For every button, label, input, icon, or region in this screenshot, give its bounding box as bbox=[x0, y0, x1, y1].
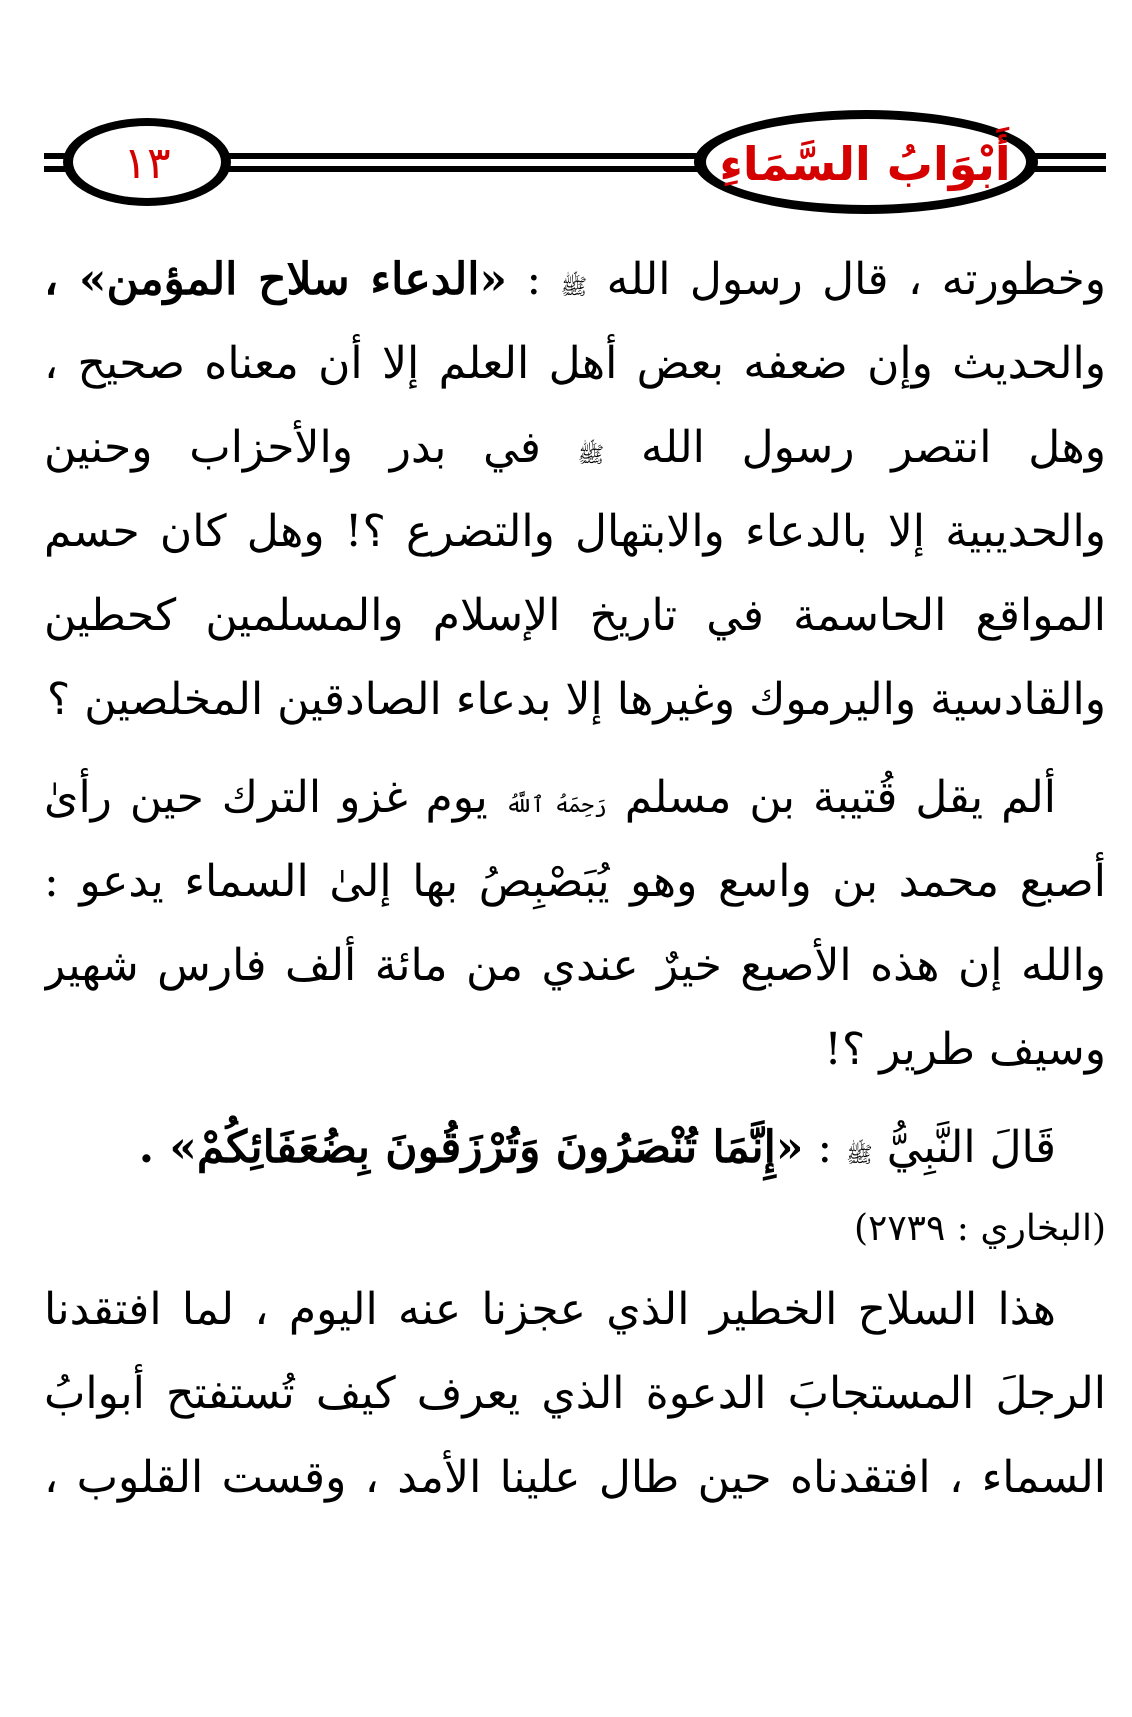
paragraph-1-line-5: المواقع الحاسمة في تاريخ الإسلام والمسلمين كحطين bbox=[44, 590, 1106, 641]
page-number: ١٣ bbox=[123, 137, 171, 189]
paragraph-1-line-2: والحديث وإن ضعفه بعض أهل العلم إلا أن معناه صحيح ، bbox=[44, 338, 1106, 389]
page-header bbox=[0, 0, 1132, 230]
paragraph-1-line-3 bbox=[44, 406, 1106, 490]
hadith-quote: «الدعاء سلاح المؤمن» ، bbox=[44, 254, 507, 305]
paragraph-1-line-1 bbox=[44, 238, 1106, 322]
paragraph-4-line-3: السماء ، افتقدناه حين طال علينا الأمد ، وقست القلوب ، bbox=[44, 1452, 1106, 1503]
paragraph-1-line-6: والقادسية واليرموك وغيرها إلا بدعاء الصادقين المخلصين ؟ bbox=[46, 674, 1106, 725]
text-run: وخطورته ، قال رسول الله bbox=[606, 254, 1106, 305]
text-run: قَالَ النَّبِيُّ bbox=[886, 1122, 1056, 1173]
honorific-icon: ﷺ bbox=[577, 443, 605, 468]
paragraph-2-line-3: والله إن هذه الأصبع خيرٌ عندي من مائة ألف فارس شهير bbox=[44, 940, 1106, 991]
text-run: ألم يقل قُتيبة بن مسلم bbox=[624, 772, 1056, 823]
paragraph-4-line-1: هذا السلاح الخطير الذي عجزنا عنه اليوم ، لما افتقدنا bbox=[44, 1284, 1056, 1335]
chapter-title: أَبْوَابُ السَّمَاءِ bbox=[719, 137, 1011, 191]
honorific-icon: ﷺ bbox=[560, 275, 588, 300]
text-run: وهل انتصر رسول الله bbox=[641, 422, 1106, 473]
honorific-icon: ﷺ bbox=[846, 1143, 873, 1168]
page-body bbox=[44, 238, 1106, 1520]
text-run: : bbox=[817, 1122, 833, 1173]
hadith-reference: (البخاري : ٢٧٣٩) bbox=[853, 1208, 1106, 1249]
paragraph-2-line-2: أصبع محمد بن واسع وهو يُبَصْبِصُ بها إلىٰ السماء يدعو : bbox=[44, 856, 1106, 907]
paragraph-1-line-4: والحديبية إلا بالدعاء والابتهال والتضرع ؟! وهل كان حسم bbox=[44, 506, 1106, 557]
paragraph-3-line-1 bbox=[44, 1106, 1106, 1190]
text-run: في بدر والأحزاب وحنين bbox=[44, 422, 541, 473]
text-run: يوم غزو الترك حين رأىٰ bbox=[44, 772, 488, 823]
hadith-quote: «إِنَّمَا تُنْصَرُونَ وَتُرْزَقُونَ بِضُعَفَائِكُمْ» . bbox=[138, 1122, 804, 1173]
paragraph-2-line-1 bbox=[44, 756, 1106, 840]
paragraph-2-line-4: وسيف طرير ؟! bbox=[824, 1024, 1106, 1075]
paragraph-4-line-2: الرجلَ المستجابَ الدعوة الذي يعرف كيف تُستفتح أبوابُ bbox=[44, 1368, 1106, 1419]
honorific-icon: رَحِمَهُ ٱللَّهُ bbox=[505, 793, 607, 818]
text-run: : bbox=[526, 254, 542, 305]
